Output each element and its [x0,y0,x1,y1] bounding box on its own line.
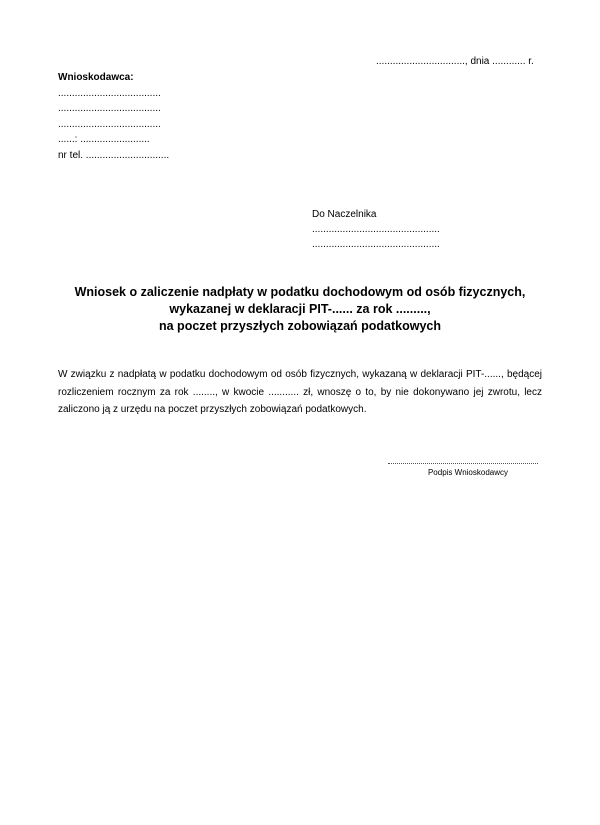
addressee-block [312,207,440,252]
document-title [40,284,560,335]
title-line-1: Wniosek o zaliczenie nadpłaty w podatku dochodowym od osób fizycznych, [74,285,526,299]
body-paragraph: W związku z nadpłatą w podatku dochodowym od osób fizycznych, wykazaną w deklaracji PIT-......, będącej rozliczeniem rocznym za rok ........, w kwocie ........... zł, wnoszę o to, by nie dokonywano jej zwrotu, lecz zaliczono ją z urzędu na poczet przyszłych zobowiązań podatkowych. [58,369,542,415]
addressee-line: .............................................. [312,224,440,235]
title-line-3: na poczet przyszłych zobowiązań podatkowych [159,319,441,333]
signature-label: Podpis Wnioskodawcy [427,468,509,477]
applicant-line: ..................................... [58,87,161,99]
applicant-label: Wnioskodawca: [58,72,134,83]
applicant-phone: nr tel. .............................. [58,149,170,161]
addressee-label: Do Naczelnika [312,209,377,220]
applicant-line: ......: ......................... [58,134,150,145]
signature-line [388,463,538,464]
applicant-line: ..................................... [58,118,161,130]
applicant-block [58,70,169,163]
addressee-line: .............................................. [312,239,440,250]
place-date-line: ................................, dnia ............ r. [376,56,534,67]
title-line-2: wykazanej w deklaracji PIT-...... za rok ........., [169,302,431,316]
applicant-line: ..................................... [58,103,161,114]
